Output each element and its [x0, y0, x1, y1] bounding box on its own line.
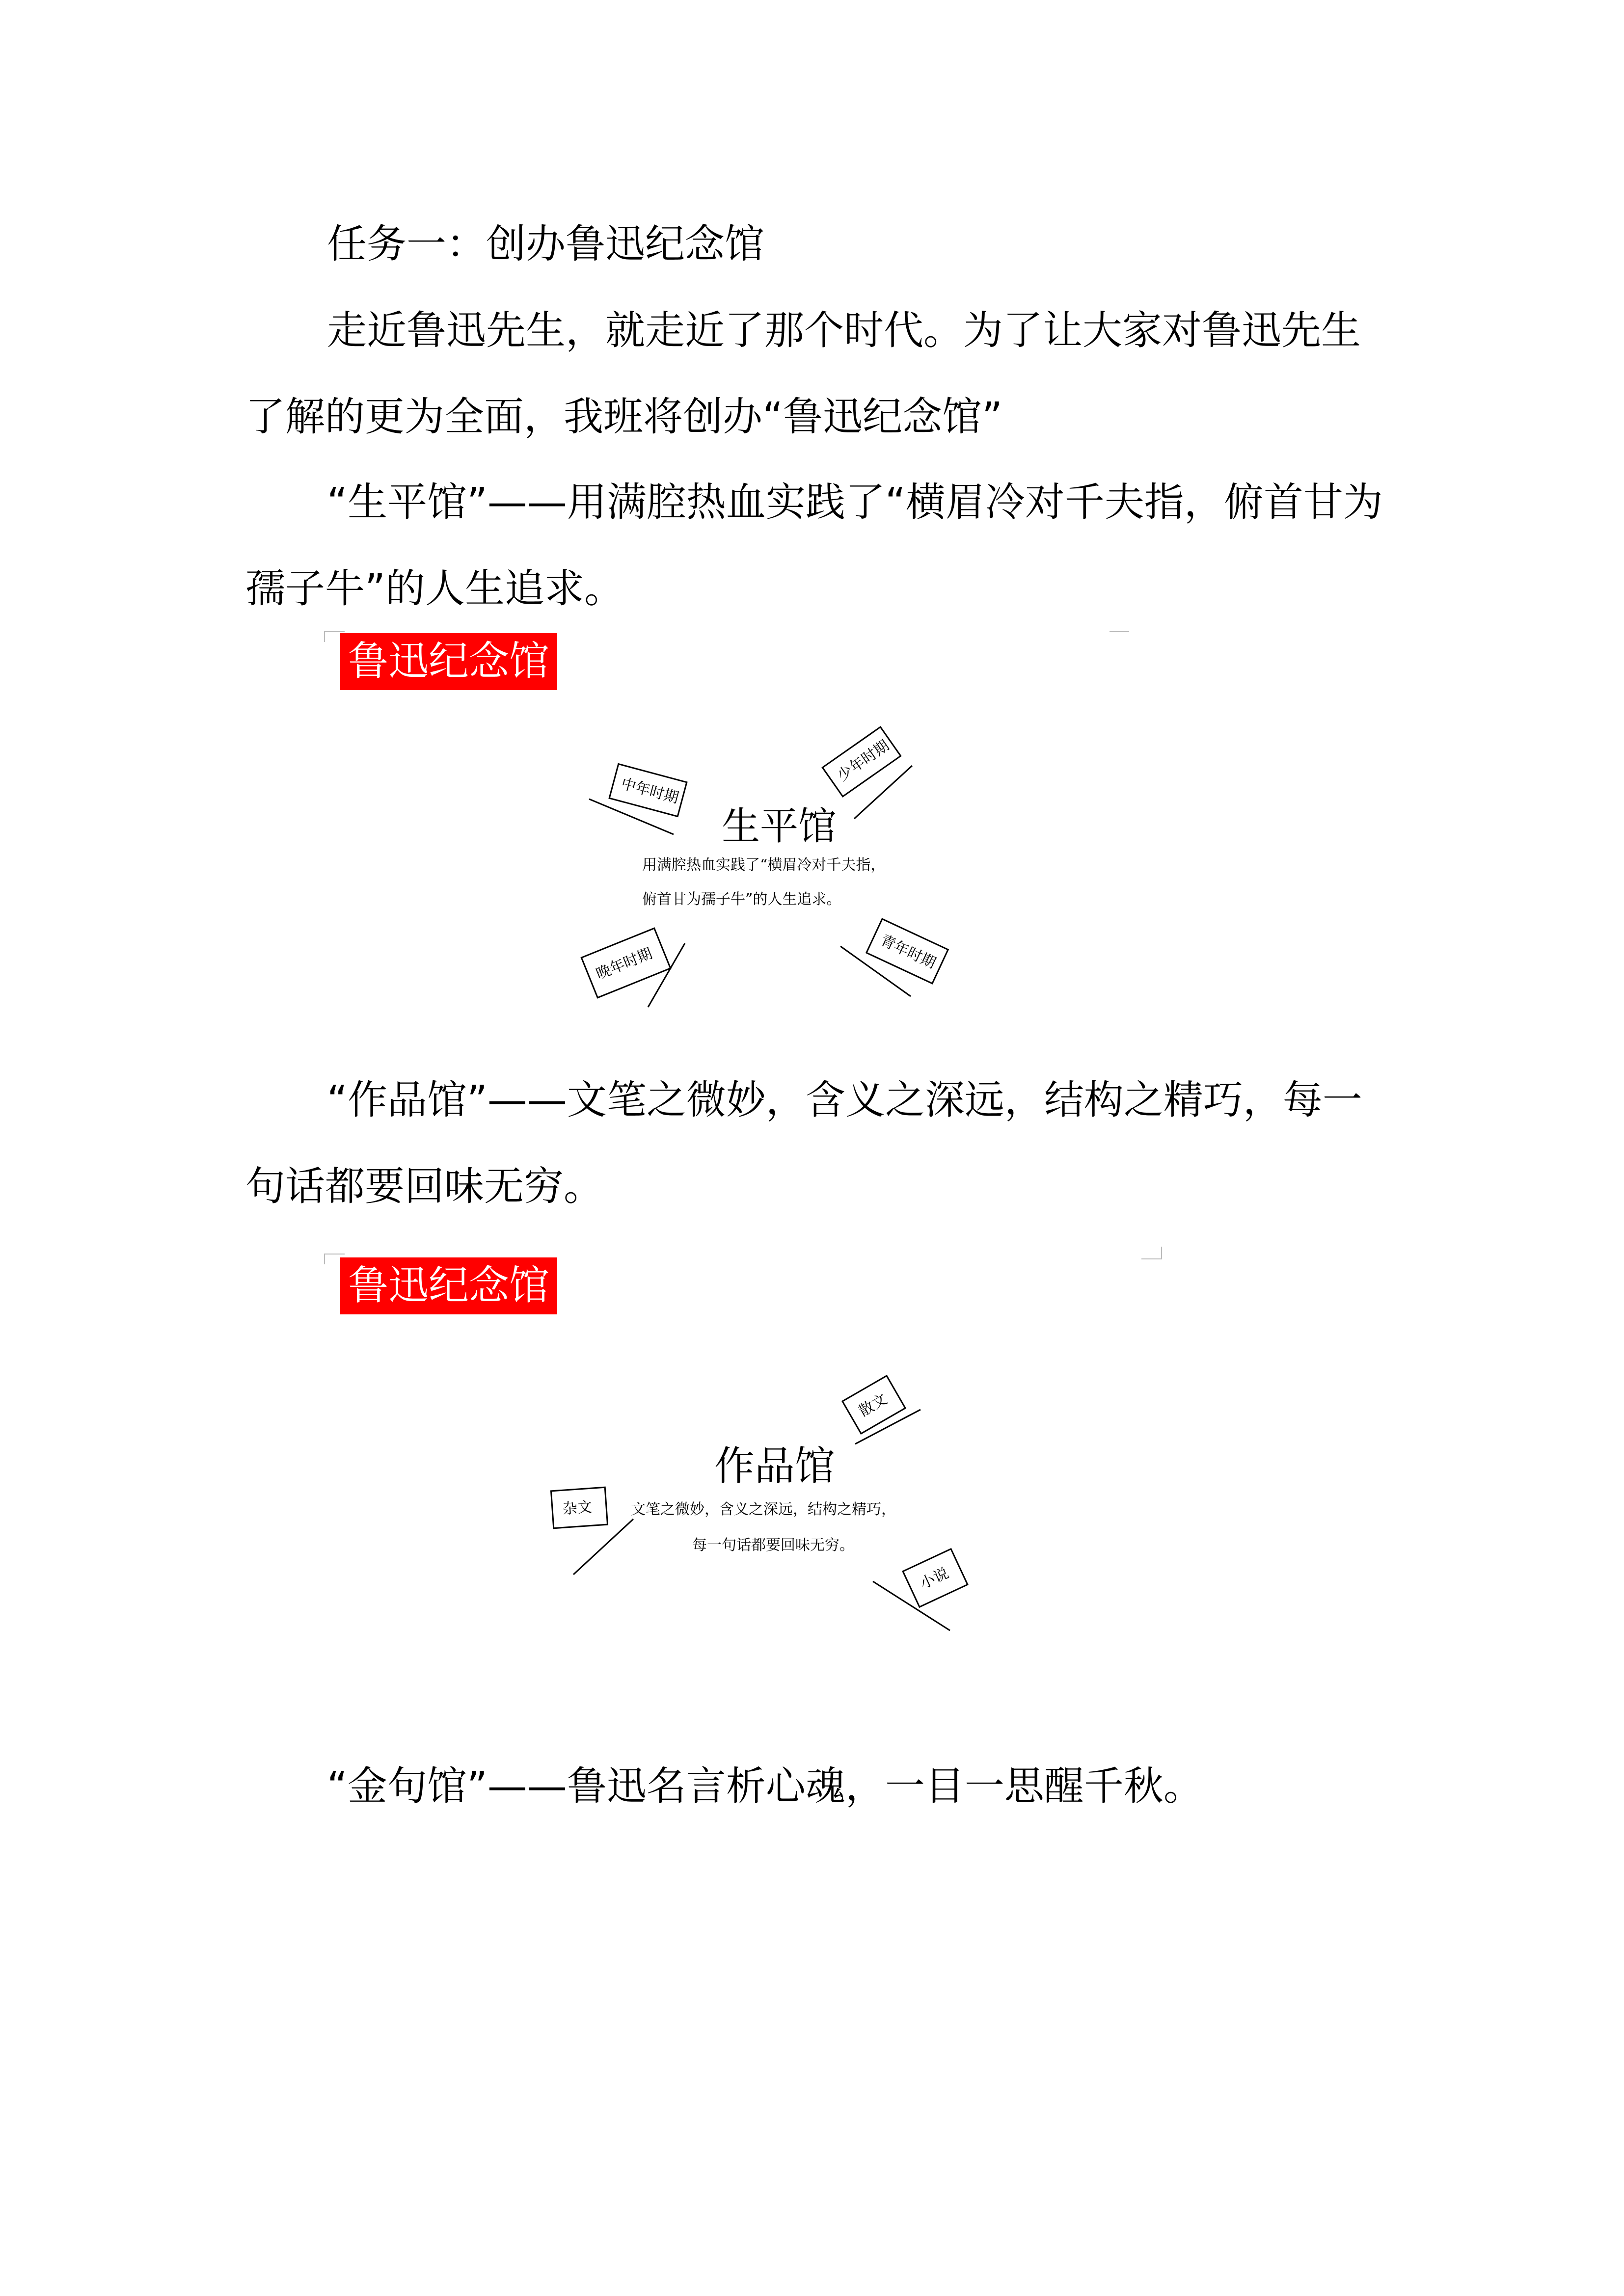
- branch-connector: [873, 1581, 950, 1630]
- branch-label: 中年时期: [619, 775, 681, 807]
- branch-essay: [551, 1487, 607, 1528]
- branch-label: 杂文: [562, 1498, 593, 1518]
- intro-paragraph: 走近鲁迅先生，就走近了那个时代。为了让大家对鲁迅先生了解的更为全面，我班将创办“鲁迅纪念馆”: [245, 308, 1361, 440]
- task-heading: 任务一：创办鲁迅纪念馆: [327, 221, 765, 267]
- image-frame-corner: [1110, 631, 1129, 642]
- branch-late-age: [581, 928, 670, 998]
- diagram-caption-line: 俯首甘为孺子牛”的人生追求。: [642, 891, 841, 908]
- branch-connector: [855, 1410, 920, 1444]
- branch-youth: [822, 727, 900, 797]
- hall-quotes-paragraph: “金句馆”——鲁迅名言析心魂，一目一思醒千秋。: [327, 1763, 1203, 1810]
- image-frame-corner: [1141, 1247, 1162, 1259]
- branch-label: 青年时期: [877, 932, 939, 972]
- branch-prose: [842, 1376, 905, 1434]
- branch-connector: [840, 946, 911, 996]
- banner-memorial-hall: 鲁迅纪念馆: [340, 633, 557, 690]
- branch-label: 少年时期: [834, 737, 893, 785]
- hall-works-paragraph: “作品馆”——文笔之微妙，含义之深远，结构之精巧，每一句话都要回味无穷。: [245, 1077, 1362, 1210]
- branch-fiction: [903, 1549, 968, 1607]
- diagram-caption-line: 每一句话都要回味无穷。: [692, 1537, 854, 1554]
- diagram-title: 作品馆: [714, 1443, 836, 1490]
- branch-connector: [648, 943, 685, 1007]
- branch-connector: [573, 1519, 633, 1575]
- diagram-caption-line: 文笔之微妙，含义之深远，结构之精巧，: [631, 1501, 896, 1518]
- diagram-caption-line: 用满腔热血实践了“横眉冷对千夫指，: [642, 856, 886, 874]
- branch-label: 小说: [917, 1564, 951, 1593]
- branch-connector: [589, 799, 674, 834]
- branch-label: 晚年时期: [594, 945, 655, 983]
- hall-life-paragraph: “生平馆”——用满腔热血实践了“横眉冷对千夫指，俯首甘为孺子牛”的人生追求。: [245, 480, 1383, 612]
- branch-middle-age: [609, 764, 687, 817]
- branch-label: 散文: [856, 1390, 891, 1420]
- branch-connector: [854, 766, 912, 819]
- branch-young-adult: [866, 919, 948, 983]
- banner-memorial-hall: 鲁迅纪念馆: [340, 1257, 557, 1314]
- diagram-title: 生平馆: [722, 804, 837, 849]
